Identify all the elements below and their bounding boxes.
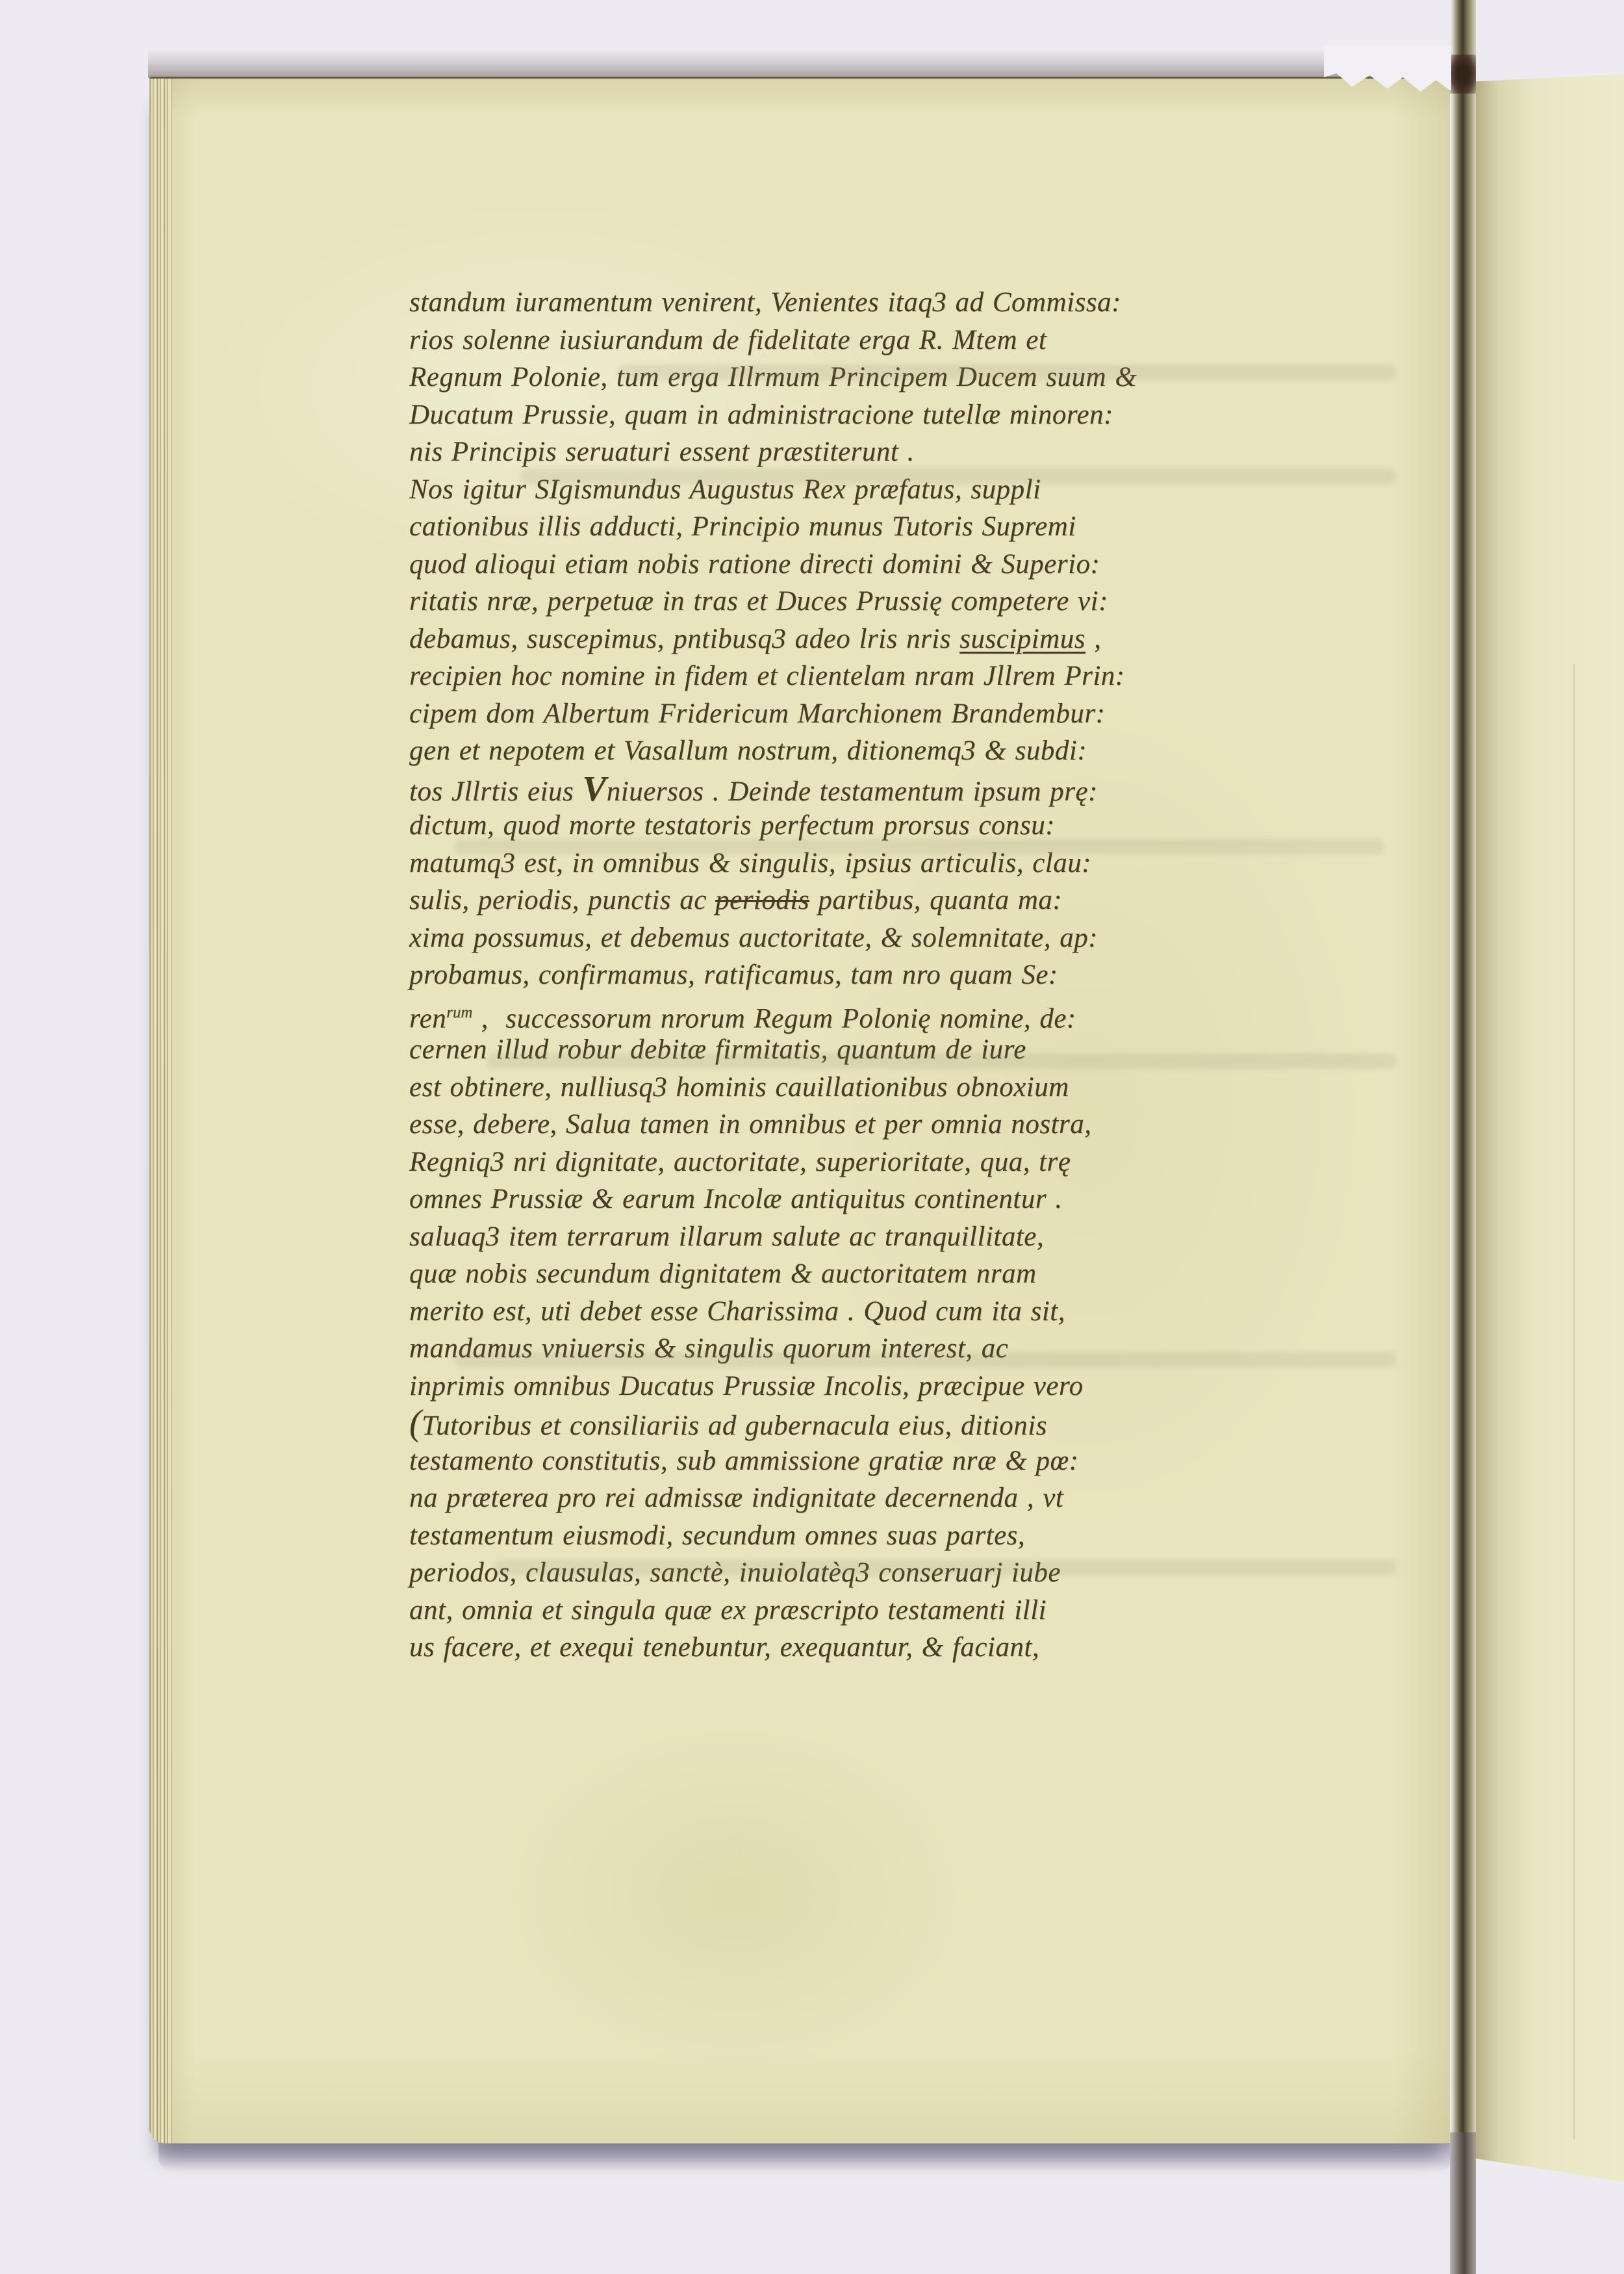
manuscript-line: ritatis nræ, perpetuæ in tras et Duces Prussię competere vi: [409,586,1108,617]
manuscript-line: inprimis omnibus Ducatus Prussiæ Incolis, præcipue vero [409,1370,1084,1401]
manuscript-line: omnes Prussiæ & earum Incolæ antiquitus continentur . [409,1184,1063,1214]
ink-bleedthrough [520,468,1397,484]
text-block [409,284,1306,1667]
manuscript-line: xima possumus, et debemus auctoritate, & solemnitate, ap: [409,922,1098,953]
manuscript-line: ren$^{rum}$ , successorum nrorum Regum Polonię nomine, de: [409,1003,1076,1034]
manuscript-line: Regniq3 nri dignitate, auctoritate, superioritate, qua, trę [409,1146,1071,1177]
manuscript-line: standum iuramentum venirent, Venientes itaq3 ad Commissa: [409,287,1121,318]
manuscript-line: ant, omnia et singula quæ ex præscripto testamenti illi [409,1594,1047,1626]
manuscript-line: na præterea pro rei admissæ indignitate decernenda , vt [409,1483,1064,1513]
manuscript-line: tos Jllrtis eius Vniuersos . Deinde testamentum ipsum prę: [409,768,1098,808]
manuscript-line: (Tutoribus et consiliariis ad gubernacula eius, ditionis [409,1403,1047,1443]
manuscript-line: probamus, confirmamus, ratificamus, tam nro quam Se: [409,960,1058,990]
manuscript-line: debamus, suscepimus, pntibusq3 adeo lris nris suscipimus , [409,623,1102,654]
manuscript-line: quæ nobis secundum dignitatem & auctoritatem nram [409,1258,1037,1289]
facing-page-crease [1573,664,1575,2140]
manuscript-line: Nos igitur SIgismundus Augustus Rex præfatus, suppli [409,474,1041,505]
manuscript-line: nis Principis seruaturi essent præstiterunt . [409,437,915,467]
manuscript-line: gen et nepotem et Vasallum nostrum, ditionemq3 & subdi: [409,735,1087,766]
facing-page-edge [1476,74,1624,2182]
page-shadow [159,2143,1453,2173]
manuscript-line: merito est, uti debet esse Charissima . Quod cum ita sit, [409,1296,1065,1327]
manuscript-line: testamentum eiusmodi, secundum omnes suas partes, [409,1520,1026,1551]
ink-bleedthrough [455,839,1384,854]
manuscript-line: sulis, periodis, punctis ac periodis partibus, quanta ma: [409,885,1063,915]
binding-stain [1450,55,1476,94]
manuscript-line: dictum, quod morte testatoris perfectum prorsus consu: [409,810,1056,841]
manuscript-line: rios solenne iusiurandum de fidelitate erga R. Mtem et [409,324,1047,355]
ink-bleedthrough [617,364,1397,380]
manuscript-line: quod alioqui etiam nobis ratione directi domini & Superio: [409,548,1100,580]
manuscript-line: us facere, et exequi tenebuntur, exequantur, & faciant, [409,1632,1040,1663]
manuscript-line: testamento constitutis, sub ammissione gratiæ nræ & pœ: [409,1445,1079,1476]
manuscript-page [149,77,1451,2143]
manuscript-line: mandamus vniuersis & singulis quorum interest, ac [409,1333,1009,1364]
manuscript-line: Regnum Polonie, tum erga Illrmum Principem Ducem suum & [409,362,1137,392]
manuscript-line: cationibus illis adducti, Principio munus Tutoris Supremi [409,511,1076,542]
manuscript-line: recipien hoc nomine in fidem et clientelam nram Jllrem Prin: [409,661,1125,691]
manuscript-line: matumq3 est, in omnibus & singulis, ipsius articulis, clau: [409,847,1092,878]
manuscript-line: esse, debere, Salua tamen in omnibus et per omnia nostra, [409,1109,1092,1140]
manuscript-line: Ducatum Prussie, quam in administracione tutellæ minoren: [409,399,1113,430]
manuscript-line: cernen illud robur debitæ firmitatis, quantum de iure [409,1034,1026,1065]
manuscript-line: cipem dom Albertum Fridericum Marchionem Brandembur: [409,698,1106,729]
manuscript-line: est obtinere, nulliusq3 hominis cauillationibus obnoxium [409,1071,1069,1103]
ink-bleedthrough [487,1053,1397,1069]
binding-rod [1450,0,1476,2274]
page-top-shadow [148,48,1453,78]
ink-bleedthrough [455,1352,1397,1368]
page-fore-edge [149,79,171,2143]
manuscript-line: periodos, clausulas, sanctè, inuiolatèq3 conseruarj iube [409,1557,1061,1588]
binding-rod-lower [1450,2132,1476,2274]
manuscript-line: saluaq3 item terrarum illarum salute ac tranquillitate, [409,1221,1045,1252]
ink-bleedthrough [494,1560,1397,1576]
